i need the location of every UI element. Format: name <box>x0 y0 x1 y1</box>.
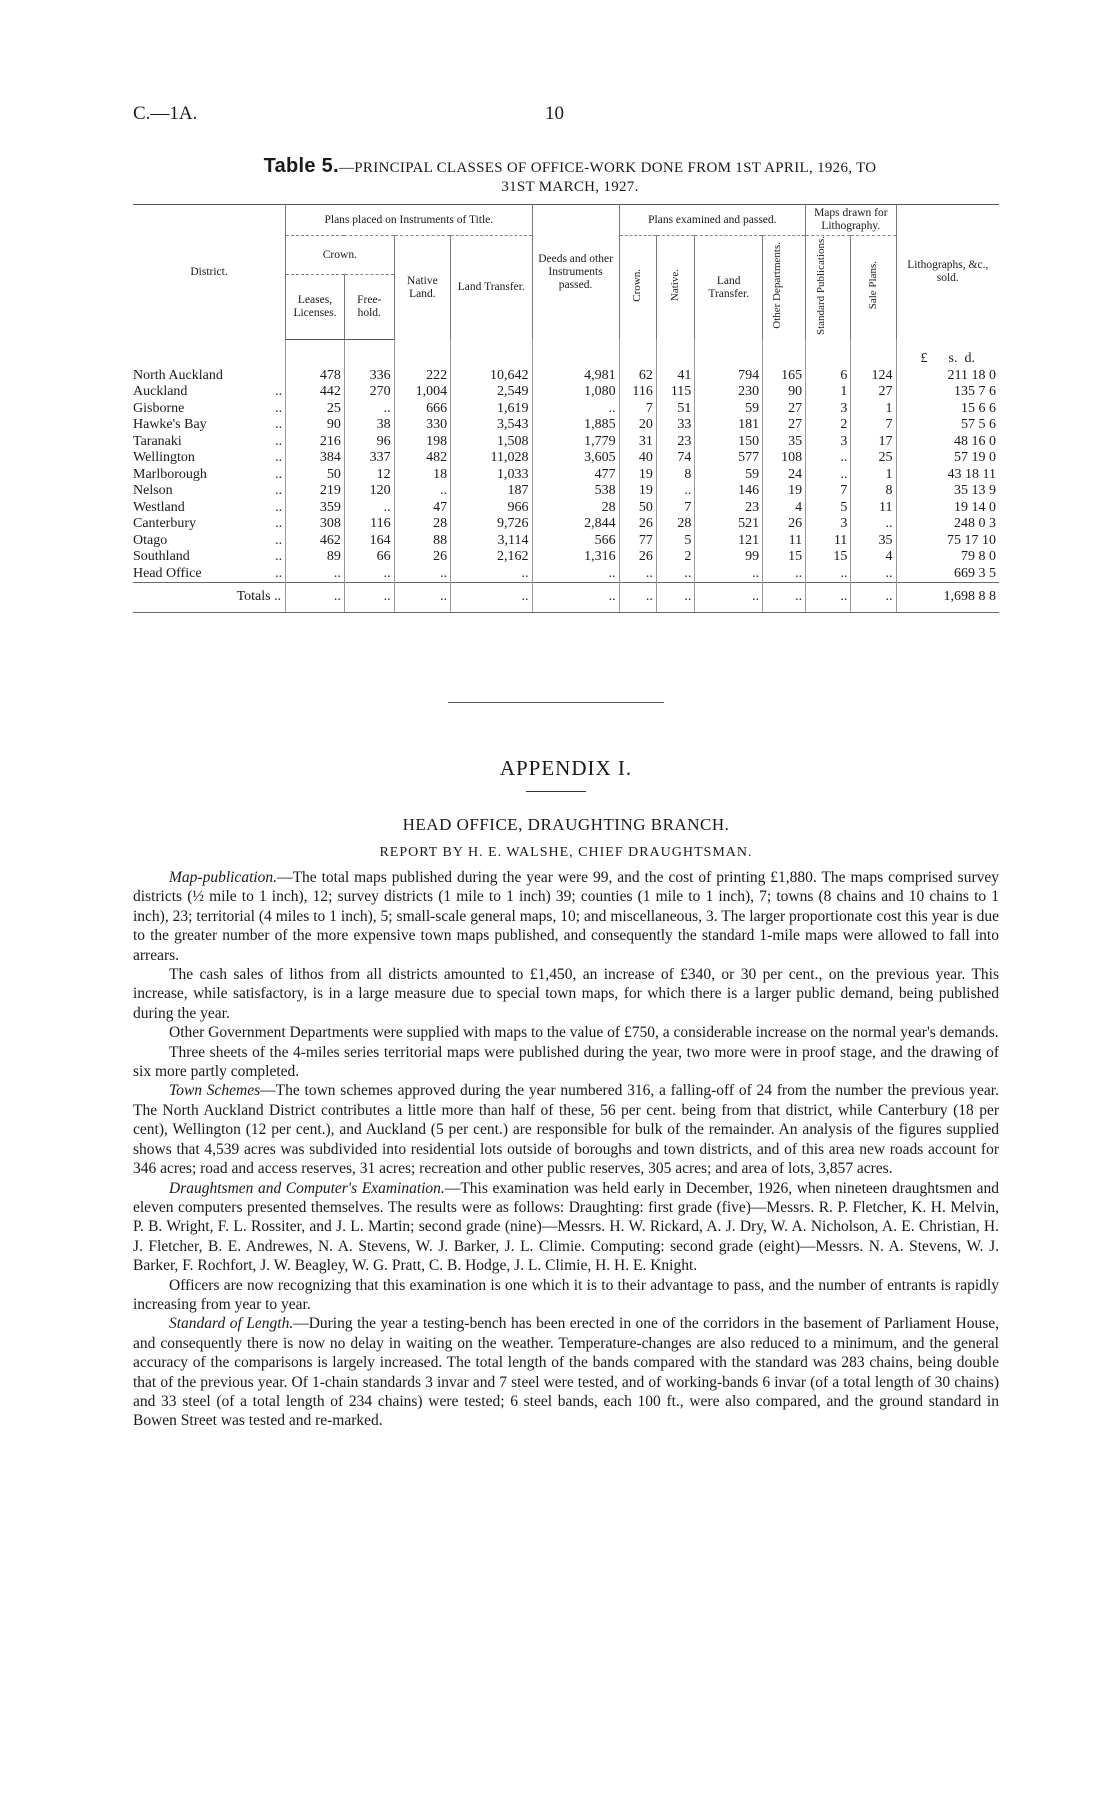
leader-dots: .. <box>275 565 283 581</box>
table-cell: 7 <box>851 417 896 434</box>
table-cell: 3,605 <box>532 450 619 467</box>
table-cell: 89 <box>286 549 345 566</box>
table-cell: 5 <box>656 533 694 550</box>
table-cell: 62 <box>619 368 656 385</box>
cell-lithographs-sold: 15 6 6 <box>896 401 999 418</box>
table-cell: 7 <box>656 500 694 517</box>
table-cell: 7 <box>806 483 851 500</box>
col-plans-placed: Plans placed on Instruments of Title. <box>286 205 532 236</box>
table-cell: 1 <box>851 467 896 484</box>
table-cell: .. <box>806 566 851 583</box>
district-name: Nelson <box>133 483 173 498</box>
table-cell: 31 <box>619 434 656 451</box>
table-cell: 308 <box>286 516 345 533</box>
cell-lithographs-sold: 35 13 9 <box>896 483 999 500</box>
table-cell: 108 <box>763 450 806 467</box>
col-maps-drawn: Maps drawn for Lithography. <box>806 205 896 236</box>
table-cell: 24 <box>763 467 806 484</box>
table-cell: 25 <box>851 450 896 467</box>
table-row <box>133 533 999 550</box>
table-cell: 19 <box>619 483 656 500</box>
table-cell: 3,543 <box>451 417 532 434</box>
col-native-land: Native Land. <box>394 236 451 340</box>
table-cell: 442 <box>286 384 345 401</box>
table-cell: 66 <box>344 549 394 566</box>
col-standard-pub: Standard Publications. <box>815 236 828 335</box>
table-cell: 26 <box>619 549 656 566</box>
table-cell: 28 <box>532 500 619 517</box>
table-cell: .. <box>656 583 694 613</box>
table-title-line1: —PRINCIPAL CLASSES OF OFFICE-WORK DONE FROM 1ST APRIL, 1926, TO <box>338 160 877 176</box>
totals-row <box>133 583 999 613</box>
table-cell: 538 <box>532 483 619 500</box>
table-cell: 219 <box>286 483 345 500</box>
table-cell: 121 <box>695 533 763 550</box>
district-name: Canterbury <box>133 516 196 531</box>
leader-dots: .. <box>275 549 283 564</box>
cell-lithographs-sold: 57 19 0 <box>896 450 999 467</box>
table-row <box>133 417 999 434</box>
table-cell: 230 <box>695 384 763 401</box>
col-lithographs: Lithographs, &c., sold. <box>896 205 999 340</box>
table-cell: 18 <box>394 467 451 484</box>
table-cell: 99 <box>695 549 763 566</box>
table-cell: 74 <box>656 450 694 467</box>
table-cell: 11 <box>763 533 806 550</box>
table-cell: 51 <box>656 401 694 418</box>
table-cell: 40 <box>619 450 656 467</box>
table-cell: 521 <box>695 516 763 533</box>
col-land-transfer: Land Transfer. <box>451 236 532 340</box>
table-cell: .. <box>532 583 619 613</box>
report-code: C.—1A. <box>133 103 198 124</box>
leader-dots: .. <box>275 433 283 449</box>
paragraph <box>133 1081 999 1178</box>
appendix-rule <box>526 791 586 792</box>
leader-dots: .. <box>275 499 283 515</box>
paragraph <box>133 1276 999 1315</box>
district-name: Gisborne <box>133 400 185 416</box>
table-cell: 270 <box>344 384 394 401</box>
table-cell: 7 <box>619 401 656 418</box>
separator-rule <box>448 702 664 703</box>
cell-lithographs-sold: 135 7 6 <box>896 384 999 401</box>
table-cell: 146 <box>695 483 763 500</box>
table-cell: 359 <box>286 500 345 517</box>
table-row <box>133 401 999 418</box>
table-cell: .. <box>851 516 896 533</box>
table-cell: 3,114 <box>451 533 532 550</box>
table-cell: .. <box>394 566 451 583</box>
table-cell: 4,981 <box>532 368 619 385</box>
paragraph-text: Officers are now recognizing that this examination is one which it is to their advantage to pass, and the number of entrants is rapidly increasing from year to year. <box>133 1276 999 1313</box>
table-cell: 666 <box>394 401 451 418</box>
table-cell: 4 <box>763 500 806 517</box>
table-cell: .. <box>619 583 656 613</box>
table-cell: 15 <box>806 549 851 566</box>
table-cell: .. <box>695 583 763 613</box>
table-cell: 27 <box>763 401 806 418</box>
table-cell: 482 <box>394 450 451 467</box>
table-cell: 2 <box>656 549 694 566</box>
table-cell: .. <box>806 467 851 484</box>
table-row <box>133 549 999 566</box>
table-cell: 11 <box>851 500 896 517</box>
table-cell: 9,726 <box>451 516 532 533</box>
table-cell: .. <box>851 583 896 613</box>
district-name: Taranaki <box>133 433 182 449</box>
leader-dots: .. <box>275 466 283 482</box>
paragraph-text: —The total maps published during the year were 99, and the cost of printing £1,880. The maps comprised survey districts (½ mile to 1 inch), 12; survey districts (1 mile to 1 inch) 39; counties (1 mile to 1 inch), 7; towns (8 chains and 10 chains to 1 inch), 23; territorial (4 miles to 1 inch), 5; small-scale general maps, 10; and miscellaneous, 3. The larger proportionate cost this year is due to the greater number of the more expensive town maps published, and consequently the standard 1-mile maps were allowed to fall into arrears. <box>133 869 999 964</box>
table-cell: 19 <box>763 483 806 500</box>
table-cell: 462 <box>286 533 345 550</box>
leader-dots: .. <box>275 384 283 399</box>
office-work-table <box>133 204 999 613</box>
paragraph-heading: Town Schemes <box>169 1082 261 1100</box>
table-cell: 150 <box>695 434 763 451</box>
cell-lithographs-sold: 211 18 0 <box>896 368 999 385</box>
table-cell: 3 <box>806 434 851 451</box>
table-cell: 8 <box>656 467 694 484</box>
table-cell: 17 <box>851 434 896 451</box>
table-cell: 26 <box>619 516 656 533</box>
table-cell: 384 <box>286 450 345 467</box>
col-ex-land-transfer: Land Transfer. <box>695 236 763 340</box>
table-cell: 222 <box>394 368 451 385</box>
table-row <box>133 467 999 484</box>
table-row <box>133 450 999 467</box>
table-cell: .. <box>344 566 394 583</box>
report-byline: REPORT BY H. E. WALSHE, CHIEF DRAUGHTSMAN. <box>379 845 753 860</box>
table-cell: 1 <box>851 401 896 418</box>
table-cell: .. <box>344 401 394 418</box>
table-cell: .. <box>656 566 694 583</box>
table-cell: 41 <box>656 368 694 385</box>
table-cell: 26 <box>394 549 451 566</box>
table-cell: 330 <box>394 417 451 434</box>
table-cell: 38 <box>344 417 394 434</box>
table-cell: 164 <box>344 533 394 550</box>
table-cell: .. <box>394 483 451 500</box>
table-cell: 198 <box>394 434 451 451</box>
district-name: Westland <box>133 499 185 515</box>
paragraph <box>133 1023 999 1042</box>
col-ex-other: Other Departments. <box>771 242 784 329</box>
table-title-line2: 31ST MARCH, 1927. <box>501 179 639 195</box>
paragraph <box>133 868 999 965</box>
table-cell: 478 <box>286 368 345 385</box>
table-cell: 4 <box>851 549 896 566</box>
table-cell: .. <box>451 583 532 613</box>
table-cell: 23 <box>695 500 763 517</box>
table-cell: 336 <box>344 368 394 385</box>
table-cell: 28 <box>394 516 451 533</box>
table-cell: .. <box>763 583 806 613</box>
table-cell: .. <box>806 583 851 613</box>
table-cell: 96 <box>344 434 394 451</box>
section-title: HEAD OFFICE, DRAUGHTING BRANCH. <box>402 815 730 834</box>
table-cell: 11,028 <box>451 450 532 467</box>
cell-lithographs-sold: 43 18 11 <box>896 467 999 484</box>
paragraph-text: —During the year a testing-bench has been erected in one of the corridors in the basement of Parliament House, and consequently there is now no delay in waiting on the weather. Temperature-changes are also reduced to a minimum, and the general accuracy of the comparisons is largely increased. The total length of the bands compared with the standard was 283 chains, being double that of the previous year. Of 1-chain standards 3 invar and 7 steel were tested, and of working-bands 6 invar (of a total length of 30 chains) and 33 steel (of a total length of 234 chains) were tested; 6 steel bands, each 100 ft., were also compared, and the ground standard in Bowen Street was tested and re-marked. <box>133 1315 999 1430</box>
page-number: 10 <box>545 103 564 124</box>
table-cell: 23 <box>656 434 694 451</box>
table-row <box>133 384 999 401</box>
table-row <box>133 483 999 500</box>
table-cell: 3 <box>806 516 851 533</box>
table-cell: 6 <box>806 368 851 385</box>
cell-lithographs-sold: 669 3 5 <box>896 566 999 583</box>
table-row <box>133 500 999 517</box>
table-cell: .. <box>695 566 763 583</box>
table-cell: 27 <box>763 417 806 434</box>
table-cell: 1,885 <box>532 417 619 434</box>
cell-lithographs-sold: 48 16 0 <box>896 434 999 451</box>
district-name: Auckland <box>133 384 188 399</box>
table-cell: 3 <box>806 401 851 418</box>
table-cell: 50 <box>619 500 656 517</box>
cell-lithographs-sold: 79 8 0 <box>896 549 999 566</box>
table-cell: .. <box>394 583 451 613</box>
table-cell: 35 <box>763 434 806 451</box>
leader-dots: .. <box>275 450 283 465</box>
paragraph <box>133 1043 999 1082</box>
table-cell: 33 <box>656 417 694 434</box>
appendix-title: APPENDIX I. <box>499 756 633 780</box>
paragraph-heading: Map-publication. <box>169 869 278 886</box>
table-row <box>133 566 999 583</box>
paragraph-text: —This examination was held early in December, 1926, when nineteen draughtsmen and eleven computers presented themselves. The results were as follows: Draughting: first grade (five)—Messrs. R. P. Fletcher, K. H. Melvin, P. B. Wright, F. L. Rossiter, and J. L. Martin; second grade (nine)—Messrs. H. W. Rickard, A. J. Dry, W. A. Nicholson, A. E. Christian, H. J. Fletcher, B. E. Andrewes, N. A. Stevens, W. J. Barker, J. L. Climie. Computing: second grade (eight)—Messrs. N. A. Stevens, W. J. Barker, F. Rochfort, J. W. Beagley, W. G. Pratt, C. B. Hodge, J. L. Climie, H. H. E. Knight. <box>133 1179 999 1275</box>
district-name: Southland <box>133 549 190 564</box>
leader-dots: .. <box>275 483 283 498</box>
table-cell: 2,549 <box>451 384 532 401</box>
table-cell: 59 <box>695 401 763 418</box>
paragraph-heading: Standard of Length. <box>169 1315 294 1333</box>
district-name: Hawke's Bay <box>133 417 207 432</box>
table-cell: .. <box>763 566 806 583</box>
table-cell: 1 <box>806 384 851 401</box>
table-cell: 27 <box>851 384 896 401</box>
table-cell: 1,619 <box>451 401 532 418</box>
leader-dots: .. <box>275 400 283 416</box>
table-cell: 11 <box>806 533 851 550</box>
table-cell: 1,004 <box>394 384 451 401</box>
table-cell: .. <box>344 500 394 517</box>
col-deeds: Deeds and other Instruments passed. <box>532 205 619 340</box>
table-cell: 15 <box>763 549 806 566</box>
table-cell: 165 <box>763 368 806 385</box>
table-cell: 1,080 <box>532 384 619 401</box>
district-name: Wellington <box>133 450 195 465</box>
table-cell: 12 <box>344 467 394 484</box>
table-cell: 794 <box>695 368 763 385</box>
table-title-prefix: Table 5. <box>263 155 339 177</box>
table-cell: .. <box>619 566 656 583</box>
table-cell: 187 <box>451 483 532 500</box>
table-cell: 477 <box>532 467 619 484</box>
table-cell: 2 <box>806 417 851 434</box>
table-cell: 966 <box>451 500 532 517</box>
table-cell: 2,162 <box>451 549 532 566</box>
table-cell: 116 <box>344 516 394 533</box>
table-cell: 35 <box>851 533 896 550</box>
table-cell: .. <box>344 583 394 613</box>
paragraph <box>133 1314 999 1430</box>
table-cell: 124 <box>851 368 896 385</box>
table-cell: .. <box>851 566 896 583</box>
table-cell: 77 <box>619 533 656 550</box>
cell-lithographs-sold: 1,698 8 8 <box>896 583 999 613</box>
col-district: District. <box>133 205 286 340</box>
table-row <box>133 368 999 385</box>
cell-lithographs-sold: 19 14 0 <box>896 500 999 517</box>
table-cell: .. <box>656 483 694 500</box>
cell-lithographs-sold: 248 0 3 <box>896 516 999 533</box>
table-cell: .. <box>532 566 619 583</box>
paragraph-text: The cash sales of lithos from all districts amounted to £1,450, an increase of £340, or 30 per cent., on the previous year. This increase, while satisfactory, is in a large measure due to special town maps, for which there is a larger public demand, being published during the year. <box>133 966 999 1022</box>
col-ex-crown: Crown. <box>631 269 644 302</box>
table-cell: 1,779 <box>532 434 619 451</box>
table-cell: 577 <box>695 450 763 467</box>
table-cell: 115 <box>656 384 694 401</box>
table-row <box>133 434 999 451</box>
report-body <box>133 868 999 1431</box>
table-cell: .. <box>451 566 532 583</box>
table-cell: .. <box>286 583 345 613</box>
leader-dots: .. <box>275 532 283 548</box>
district-name: Otago <box>133 532 168 548</box>
paragraph-text: —The town schemes approved during the year numbered 316, a falling-off of 24 from the number the previous year. The North Auckland District contributes a little more than half of these, 56 per cent. being from that district, while Canterbury (18 per cent), Wellington (12 per cent.), and Auckland (5 per cent.) are responsible for bulk of the remainder. An analysis of the figures supplied shows that 4,539 acres was subdivided into residential lots outside of boroughs and town districts, and of this area new roads account for 346 acres; road and access reserves, 31 acres; recreation and other public reserves, 305 acres; and area of lots, 3,857 acres. <box>133 1082 999 1178</box>
table-cell: .. <box>806 450 851 467</box>
unit-pounds: £ <box>920 351 928 366</box>
table-cell: 50 <box>286 467 345 484</box>
table-cell: 90 <box>763 384 806 401</box>
table-cell: 1,316 <box>532 549 619 566</box>
cell-lithographs-sold: 75 17 10 <box>896 533 999 550</box>
table-cell: 90 <box>286 417 345 434</box>
table-cell: 25 <box>286 401 345 418</box>
table-cell: 59 <box>695 467 763 484</box>
table-cell: 116 <box>619 384 656 401</box>
district-name: Head Office <box>133 565 202 581</box>
table-cell: 20 <box>619 417 656 434</box>
leader-dots: .. <box>275 417 283 432</box>
table-cell: 120 <box>344 483 394 500</box>
col-ex-native: Native. <box>669 269 682 302</box>
table-cell: 566 <box>532 533 619 550</box>
table-cell: 181 <box>695 417 763 434</box>
table-title <box>180 157 960 197</box>
col-leases: Leases, Licenses. <box>286 275 345 339</box>
table-cell: 28 <box>656 516 694 533</box>
col-crown: Crown. <box>286 236 395 275</box>
district-name: Marlborough <box>133 466 207 482</box>
unit-pence: d. <box>964 351 975 366</box>
leader-dots: .. <box>275 516 283 531</box>
paragraph <box>133 1179 999 1276</box>
table-cell: .. <box>286 566 345 583</box>
table-cell: 216 <box>286 434 345 451</box>
table-cell: 2,844 <box>532 516 619 533</box>
district-name: North Auckland <box>133 367 223 383</box>
table-cell: 337 <box>344 450 394 467</box>
table-cell: 1,508 <box>451 434 532 451</box>
col-plans-examined: Plans examined and passed. <box>619 205 806 236</box>
table-cell: .. <box>532 401 619 418</box>
table-cell: 88 <box>394 533 451 550</box>
table-cell: 1,033 <box>451 467 532 484</box>
table-cell: 19 <box>619 467 656 484</box>
table-cell: 5 <box>806 500 851 517</box>
unit-shillings: s. <box>948 351 958 366</box>
paragraph-text: Three sheets of the 4-miles series territorial maps were published during the year, two more were in proof stage, and the drawing of six more partly completed. <box>133 1043 999 1081</box>
cell-lithographs-sold: 57 5 6 <box>896 417 999 434</box>
table-cell: 10,642 <box>451 368 532 385</box>
table-cell: 8 <box>851 483 896 500</box>
paragraph-heading: Draughtsmen and Computer's Examination. <box>169 1179 445 1197</box>
table-cell: 47 <box>394 500 451 517</box>
paragraph <box>133 965 999 1023</box>
table-row <box>133 516 999 533</box>
totals-label: Totals .. <box>133 583 286 613</box>
col-sale-plans: Sale Plans. <box>866 261 879 310</box>
table-cell: 26 <box>763 516 806 533</box>
col-freehold: Free-hold. <box>344 275 394 339</box>
money-units-row <box>133 339 999 368</box>
paragraph-text: Other Government Departments were supplied with maps to the value of £750, a considerable increase on the normal year's demands. <box>169 1024 999 1042</box>
